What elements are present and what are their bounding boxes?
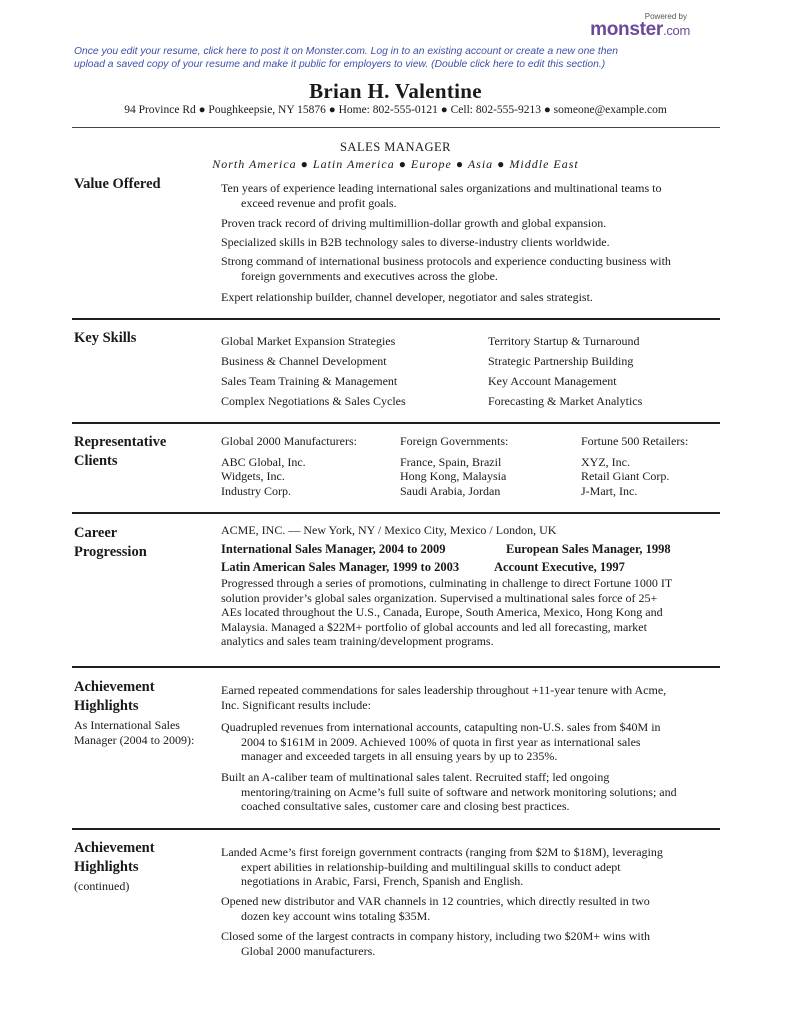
section-divider xyxy=(72,318,720,320)
client-column-title: Fortune 500 Retailers: xyxy=(581,434,689,448)
skill-item: Key Account Management xyxy=(488,374,617,388)
achievements-sub-line-2: Manager (2004 to 2009): xyxy=(74,733,195,747)
achievement-line: Landed Acme’s first foreign government contracts (ranging from $2M to $18M), leveraging xyxy=(221,845,663,859)
achievement-line: coached consultative sales, customer care and closing best practices. xyxy=(241,799,570,813)
achievements-sub-line-1: As International Sales xyxy=(74,718,180,732)
achievements2-heading-line-1: Achievement xyxy=(74,840,155,856)
monster-post-notice[interactable] xyxy=(74,45,734,71)
career-desc-line: Progressed through a series of promotions, culminating in challenge to direct Fortune 1000 IT xyxy=(221,576,673,590)
achievements-heading-line-1: Achievement xyxy=(74,679,155,695)
career-description xyxy=(221,576,721,649)
value-item-1 xyxy=(221,181,716,210)
skill-item: Global Market Expansion Strategies xyxy=(221,334,396,348)
achievement-line: Global 2000 manufacturers. xyxy=(241,943,376,958)
client-column xyxy=(400,434,508,498)
skill-item: Complex Negotiations & Sales Cycles xyxy=(221,394,406,408)
achievements-heading-line-2: Highlights xyxy=(74,698,139,714)
section-heading-achievements xyxy=(74,678,155,716)
skill-item: Sales Team Training & Management xyxy=(221,374,398,388)
header-divider xyxy=(72,127,720,128)
client-item: XYZ, Inc. xyxy=(581,454,630,469)
skill-item: Business & Channel Development xyxy=(221,354,387,368)
client-item: Saudi Arabia, Jordan xyxy=(400,483,501,498)
achievement-line: Closed some of the largest contracts in company history, including two $20M+ wins with xyxy=(221,929,651,943)
section-heading-key-skills: Key Skills xyxy=(74,330,137,346)
achievement-item xyxy=(221,770,716,814)
client-item: ABC Global, Inc. xyxy=(221,454,306,469)
job-title: SALES MANAGER xyxy=(339,140,452,154)
achievements-intro-line-2: Inc. Significant results include: xyxy=(221,697,371,712)
achievement-line: negotiations in Arabic, Farsi, French, Spanish and English. xyxy=(241,874,524,888)
section-divider xyxy=(72,666,720,668)
achievement-item xyxy=(221,894,716,923)
achievement-line: 2004 to $161M in 2009. Achieved 100% of quota in first year as international sales xyxy=(241,734,641,749)
clients-heading-line-1: Representative xyxy=(74,434,167,450)
achievement-line: manager and exceeded targets in all ensuing years by up to 235%. xyxy=(241,749,558,763)
skill-item: Territory Startup & Turnaround xyxy=(488,334,640,348)
role-title: Latin American Sales Manager, 1999 to 2003 xyxy=(221,560,460,574)
client-item: Widgets, Inc. xyxy=(221,469,285,483)
achievements2-heading-line-2: Highlights xyxy=(74,859,139,875)
section-heading-achievements-continued xyxy=(74,839,155,877)
value-item-1-first: Ten years of experience leading international sales organizations and multinational teams to xyxy=(221,181,662,195)
skill-item: Strategic Partnership Building xyxy=(488,354,634,368)
monster-logo[interactable] xyxy=(590,19,690,41)
achievement-line: mentoring/training on Acme’s full suite of software and network monitoring solutions; and xyxy=(241,784,677,799)
regions-line: North America ● Latin America ● Europe ● Asia ● Middle East xyxy=(212,157,579,171)
value-item-4 xyxy=(221,254,716,283)
candidate-name: Brian H. Valentine xyxy=(309,79,482,103)
achievement-line: dozen key account wins totaling $35M. xyxy=(241,908,431,923)
career-desc-line: AEs located throughout the U.S., Canada, Europe, South America, Mexico, Hong Kong and xyxy=(221,605,663,619)
client-item: Hong Kong, Malaysia xyxy=(400,469,507,483)
section-heading-clients xyxy=(74,433,166,471)
career-desc-line: Malaysia. Managed a $22M+ portfolio of global accounts and led all forecasting, market xyxy=(221,619,647,634)
career-desc-line: analytics and sales team training/development programs. xyxy=(221,634,494,648)
monster-logo-suffix: .com xyxy=(663,23,690,38)
achievements2-subheading: (continued) xyxy=(74,879,130,893)
monster-logo-main: monster xyxy=(590,19,664,40)
section-heading-career xyxy=(74,524,147,562)
value-item-2: Proven track record of driving multimillion-dollar growth and global expansion. xyxy=(221,216,607,230)
section-divider xyxy=(72,422,720,424)
career-heading-line-2: Progression xyxy=(74,544,147,560)
achievement-line: Opened new distributor and VAR channels in 12 countries, which directly resulted in two xyxy=(221,894,650,908)
skill-item: Forecasting & Market Analytics xyxy=(488,394,643,408)
client-column xyxy=(581,434,688,498)
clients-heading-line-2: Clients xyxy=(74,453,118,469)
achievement-line: Built an A-caliber team of multinational sales talent. Recruited staff; led ongoing xyxy=(221,770,610,784)
achievement-item xyxy=(221,845,716,889)
career-heading-line-1: Career xyxy=(74,525,118,541)
role-title: European Sales Manager, 1998 xyxy=(506,542,671,556)
role-title: International Sales Manager, 2004 to 2009 xyxy=(221,542,446,556)
client-column-title: Foreign Governments: xyxy=(400,434,509,448)
client-item: Industry Corp. xyxy=(221,483,291,498)
role-title: Account Executive, 1997 xyxy=(494,560,625,574)
section-divider xyxy=(72,828,720,830)
client-item: Retail Giant Corp. xyxy=(581,469,670,483)
powered-by-label: Powered by xyxy=(644,12,687,21)
notice-line-1: Once you edit your resume, click here to post it on Monster.com. Log in to an existing account or create a new one then xyxy=(74,46,618,57)
client-item: J-Mart, Inc. xyxy=(581,483,638,498)
value-item-4-first: Strong command of international business protocols and experience conducting business with xyxy=(221,254,671,268)
notice-line-2: upload a saved copy of your resume and make it public for employers to view. (Double click here to edit this section.) xyxy=(74,59,606,70)
achievements-intro-line-1: Earned repeated commendations for sales leadership throughout +11-year tenure with Acme, xyxy=(221,683,667,697)
career-desc-line: solution provider’s global sales organization. Supervised a multinational sales force of 25+ xyxy=(221,590,658,605)
value-item-3: Specialized skills in B2B technology sales to diverse-industry clients worldwide. xyxy=(221,235,610,249)
achievement-item xyxy=(221,720,716,764)
value-item-4-rest: foreign governments and executives across the globe. xyxy=(241,268,498,283)
achievement-item xyxy=(221,929,716,958)
value-item-1-rest: exceed revenue and profit goals. xyxy=(241,195,397,210)
achievement-line: Quadrupled revenues from international accounts, catapulting non-U.S. sales from $40M in xyxy=(221,720,661,734)
contact-line: 94 Province Rd ● Poughkeepsie, NY 15876 ● Home: 802-555-0121 ● Cell: 802-555-9213 ● someone@example.com xyxy=(124,104,667,116)
achievements-subheading xyxy=(74,718,194,748)
section-heading-value-offered: Value Offered xyxy=(74,176,161,192)
achievements-intro xyxy=(221,683,716,712)
value-item-5: Expert relationship builder, channel developer, negotiator and sales strategist. xyxy=(221,290,593,304)
client-column xyxy=(221,434,357,498)
achievement-line: expert abilities in relationship-building and multilingual skills to conduct adept xyxy=(241,859,621,874)
section-divider xyxy=(72,512,720,514)
company-line: ACME, INC. — New York, NY / Mexico City, Mexico / London, UK xyxy=(221,523,557,537)
client-item: France, Spain, Brazil xyxy=(400,454,502,469)
client-column-title: Global 2000 Manufacturers: xyxy=(221,434,357,448)
